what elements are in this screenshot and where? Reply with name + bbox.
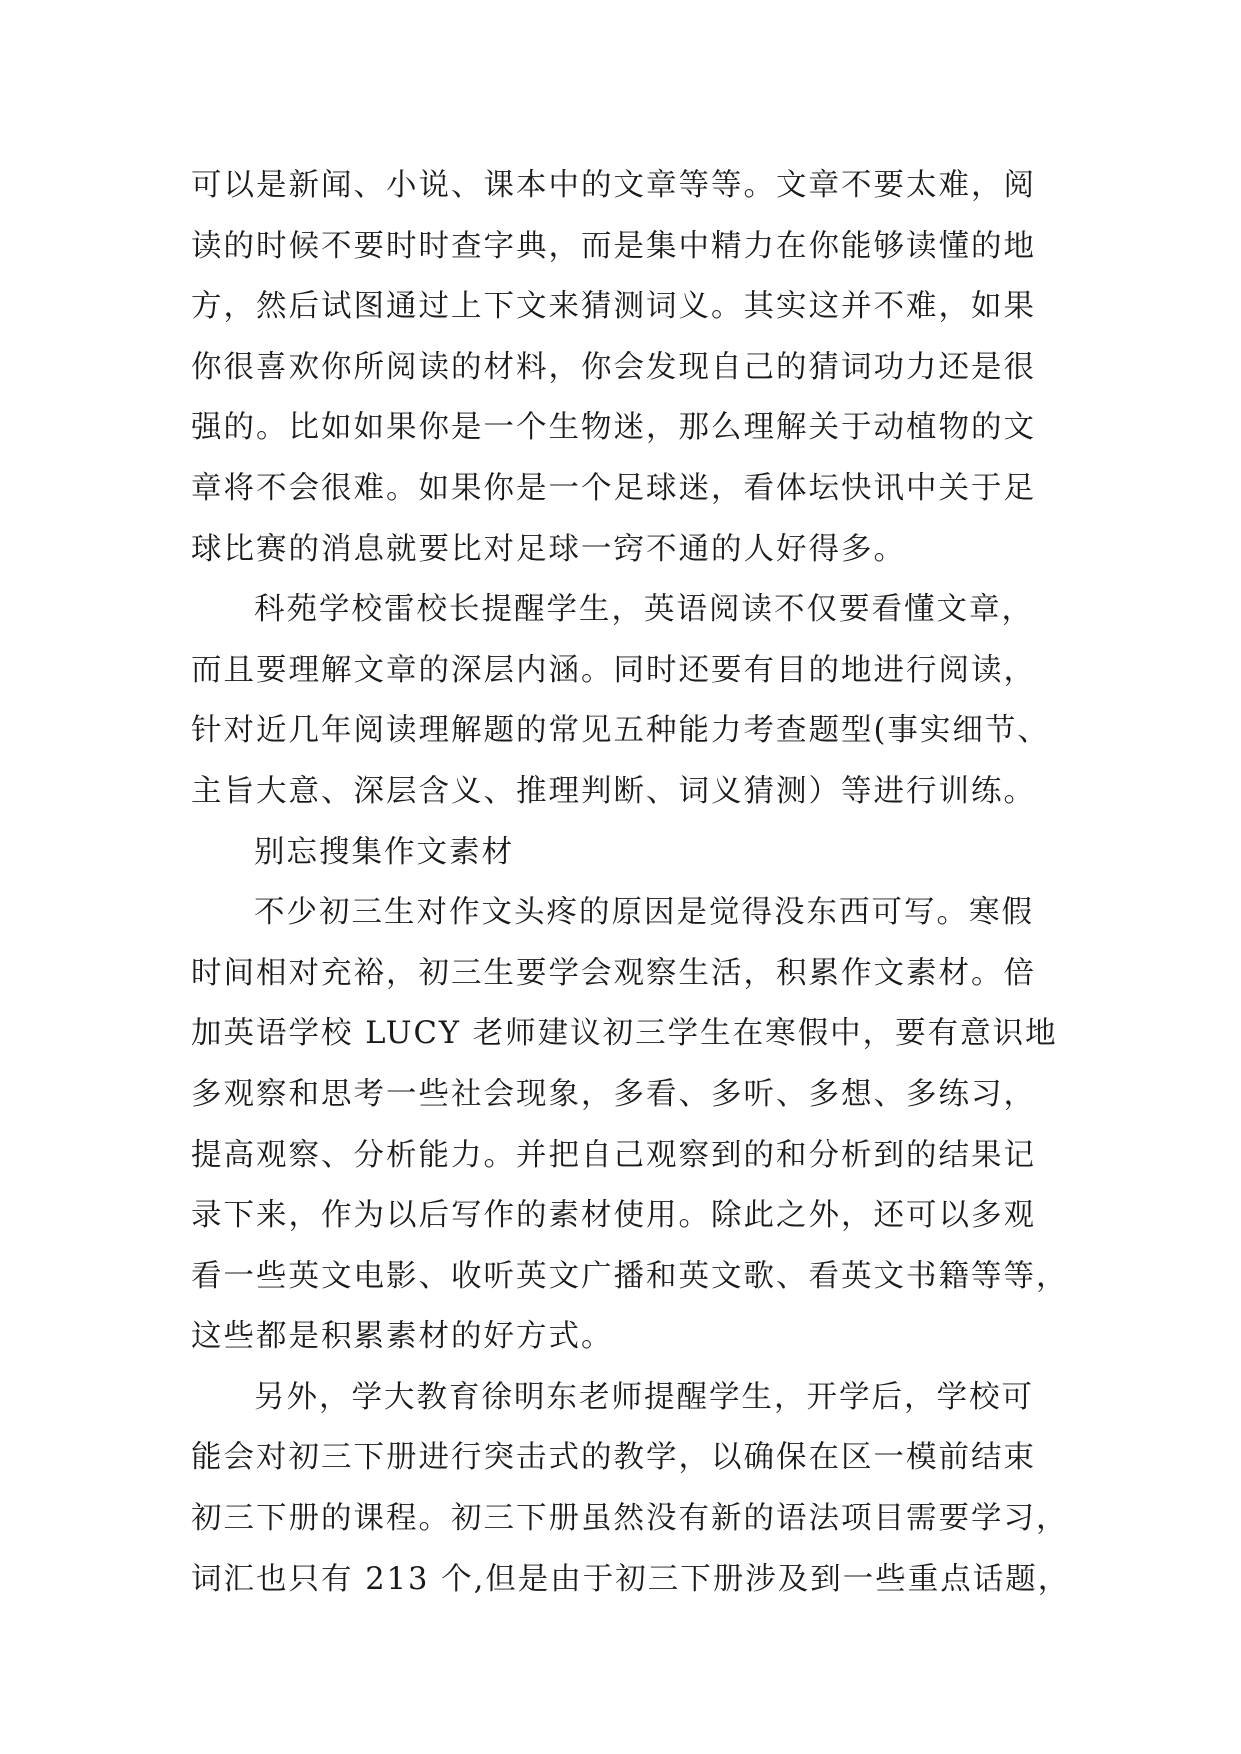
text-line: 提高观察、分析能力。并把自己观察到的和分析到的结果记 <box>191 1137 1036 1173</box>
text-line: 初三下册的课程。初三下册虽然没有新的语法项目需要学习， <box>191 1501 1069 1537</box>
paragraph-start-line: 另外，学大教育徐明东老师提醒学生，开学后，学校可 <box>254 1379 1034 1415</box>
text-line: 能会对初三下册进行突击式的教学，以确保在区一模前结束 <box>191 1440 1036 1476</box>
text-line: 这些都是积累素材的好方式。 <box>191 1319 614 1355</box>
text-line: 章将不会很难。如果你是一个足球迷，看体坛快讯中关于足 <box>191 470 1036 506</box>
text-line: 方，然后试图通过上下文来猜测词义。其实这并不难，如果 <box>191 289 1036 325</box>
text-line: 看一些英文电影、收听英文广播和英文歌、看英文书籍等等， <box>191 1258 1069 1294</box>
text-line: 可以是新闻、小说、课本中的文章等等。文章不要太难，阅 <box>191 168 1036 203</box>
text-line: 录下来，作为以后写作的素材使用。除此之外，还可以多观 <box>191 1198 1036 1234</box>
text-line: 读的时候不要时时查字典，而是集中精力在你能够读懂的地 <box>191 228 1036 264</box>
text-line: 词汇也只有 213 个,但是由于初三下册涉及到一些重点话题， <box>191 1561 1071 1597</box>
text-line: 你很喜欢你所阅读的材料，你会发现自己的猜词功力还是很 <box>191 349 1036 385</box>
text-line: 针对近几年阅读理解题的常见五种能力考查题型(事实细节、 <box>191 713 1050 749</box>
body-text <box>191 156 1071 1610</box>
text-line: 球比赛的消息就要比对足球一窍不通的人好得多。 <box>191 531 906 567</box>
text-line: 加英语学校 LUCY 老师建议初三学生在寒假中，要有意识地 <box>191 1016 1058 1052</box>
section-heading: 别忘搜集作文素材 <box>254 834 514 870</box>
text-line: 主旨大意、深层含义、推理判断、词义猜测）等进行训练。 <box>191 773 1036 809</box>
text-line: 时间相对充裕，初三生要学会观察生活，积累作文素材。倍 <box>191 955 1036 991</box>
text-line: 强的。比如如果你是一个生物迷，那么理解关于动植物的文 <box>191 410 1036 446</box>
paragraph-start-line: 科苑学校雷校长提醒学生，英语阅读不仅要看懂文章， <box>254 592 1034 628</box>
paragraph-start-line: 不少初三生对作文头疼的原因是觉得没东西可写。寒假 <box>254 895 1034 931</box>
text-line: 多观察和思考一些社会现象，多看、多听、多想、多练习， <box>191 1076 1036 1112</box>
text-line: 而且要理解文章的深层内涵。同时还要有目的地进行阅读， <box>191 652 1036 688</box>
